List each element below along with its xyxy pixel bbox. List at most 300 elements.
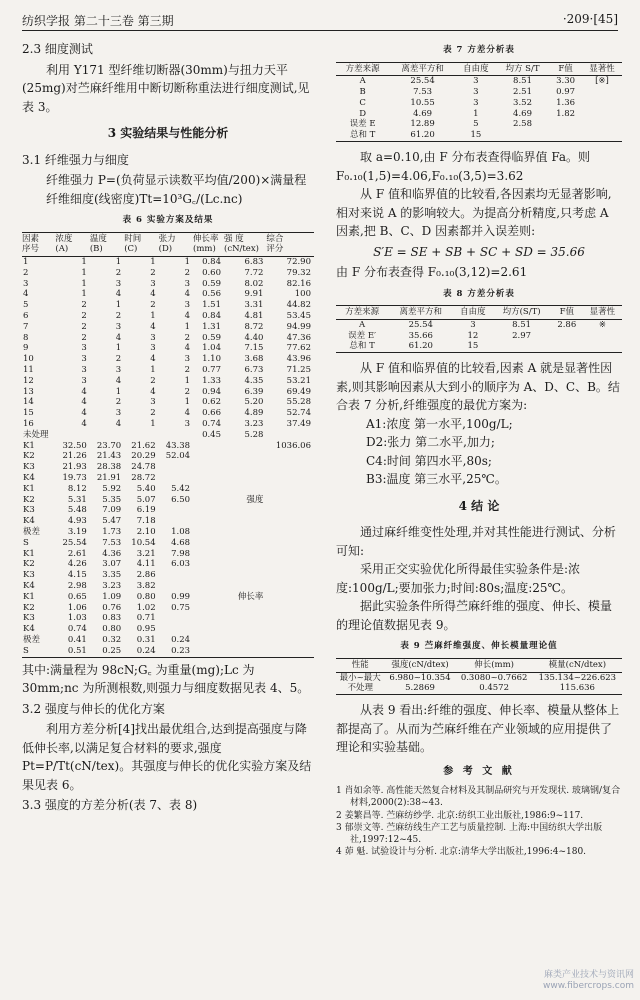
table-cell: K3 bbox=[23, 613, 35, 624]
table-cell: 10.55 bbox=[410, 97, 435, 108]
table-6-note: 其中:满量程为 98cN;G꜀ 为重量(mg);Lc 为 30mm;nc 为所测根数,则强力与细度数据见表 4、5。 bbox=[22, 662, 310, 696]
table-cell bbox=[266, 473, 314, 484]
table-cell: 7.53 bbox=[102, 537, 122, 548]
table-cell: 21.91 bbox=[96, 473, 122, 484]
table-cell: 5.35 bbox=[102, 494, 122, 505]
section-3-2-text: 利用方差分析[4]找出最优组合,达到提高强度与降低伸长率,以满足复合材料的要求,强度 Pt=P/Tt(cN/tex)。其强度与伸长的优化实验方案及结果见表 6。 bbox=[22, 722, 312, 792]
table-cell: 极差 bbox=[23, 634, 41, 645]
reference-item: 3 郁崇文等. 苎麻纺线生产工艺与质量控制. 上海:中国纺织大学出版社,1997:12~45. bbox=[336, 822, 603, 845]
table-cell: 1.10 bbox=[202, 354, 221, 365]
table-cell bbox=[266, 559, 314, 570]
table-cell: 4 bbox=[184, 289, 191, 300]
table-row bbox=[22, 527, 314, 538]
table-cell: 47.36 bbox=[286, 332, 311, 343]
table-cell bbox=[582, 98, 622, 109]
table-cell: 4 bbox=[81, 408, 87, 419]
table-cell: 1.02 bbox=[136, 602, 156, 613]
table-header-cell: 均方 S/T bbox=[496, 62, 549, 76]
table-cell: 1.08 bbox=[171, 527, 191, 538]
table-cell bbox=[224, 624, 266, 635]
table-row bbox=[22, 570, 314, 581]
optimal-item: C4:时间 第四水平,80s; bbox=[366, 453, 492, 468]
table-cell: 0.75 bbox=[171, 602, 191, 613]
table-cell: 5.47 bbox=[102, 516, 122, 527]
table-row bbox=[22, 559, 314, 570]
references-list bbox=[336, 785, 622, 858]
table-9-caption: 表 9 苎麻纤维强度、伸长模量理论值 bbox=[400, 641, 558, 652]
table-cell: 4 bbox=[81, 386, 87, 397]
table-cell: 82.16 bbox=[286, 278, 311, 289]
table-cell: 21.26 bbox=[62, 451, 87, 462]
error-sum-formula: S′E = SE + SB + SC + SD = 35.66 bbox=[373, 244, 585, 259]
table-cell: K3 bbox=[23, 462, 35, 473]
table-cell: 1 bbox=[115, 300, 122, 311]
optimal-item: B3:温度 第三水平,25℃。 bbox=[366, 472, 507, 487]
section-4-title: 4 结 论 bbox=[458, 498, 500, 513]
table-cell: 53.45 bbox=[286, 311, 311, 322]
table-cell bbox=[193, 549, 224, 560]
table-header-cell: 张力 (D) bbox=[159, 232, 193, 257]
table-cell: 4.35 bbox=[244, 375, 264, 386]
table-cell: 3.35 bbox=[102, 570, 122, 581]
table-cell: 6.83 bbox=[244, 257, 264, 268]
table-cell: 77.62 bbox=[286, 343, 311, 354]
table-cell bbox=[159, 473, 193, 484]
table-cell: K3 bbox=[23, 570, 35, 581]
table-cell bbox=[266, 495, 314, 506]
table-cell: 6.73 bbox=[244, 365, 264, 376]
table-row bbox=[22, 592, 314, 603]
table-cell: 3 bbox=[150, 397, 156, 408]
table-cell bbox=[193, 527, 224, 538]
table-cell bbox=[124, 430, 158, 441]
table-cell: 4 bbox=[115, 332, 122, 343]
table-cell: 2 bbox=[115, 397, 122, 408]
table-cell bbox=[159, 581, 193, 592]
table-cell bbox=[224, 462, 266, 473]
f-table-text: 由 F 分布表查得 F₀.₁₀(3,12)=2.61 bbox=[336, 265, 528, 280]
reference-item: 4 茆 魁. 试验设计与分析. 北京:清华大学出版社,1996:4~180. bbox=[336, 847, 587, 858]
table-cell: 2.58 bbox=[513, 119, 532, 130]
table-cell: 19.73 bbox=[62, 473, 87, 484]
table-cell: 1 bbox=[115, 257, 122, 268]
table-cell: 0.65 bbox=[67, 591, 87, 602]
table-cell: 5.20 bbox=[244, 397, 264, 408]
table-cell: K4 bbox=[23, 581, 35, 591]
reference-item: 1 肖如余等. 高性能天然复合材料及其制品研究与开发现状. 玻璃钢/复合材料,2000(2):38~43. bbox=[336, 786, 621, 809]
table-cell: 伸长率 bbox=[237, 591, 264, 602]
table-cell bbox=[582, 130, 622, 141]
table-cell: 1 bbox=[81, 267, 87, 278]
table-cell: 2.51 bbox=[513, 87, 532, 98]
table-cell: 5.31 bbox=[67, 494, 87, 505]
table-cell bbox=[159, 570, 193, 581]
table-cell bbox=[193, 570, 224, 581]
table-cell: 3 bbox=[150, 343, 156, 354]
table-cell: 4.69 bbox=[513, 108, 532, 119]
table-cell: 1.06 bbox=[67, 602, 87, 613]
table-row bbox=[336, 130, 622, 141]
table-cell: 24.78 bbox=[131, 462, 156, 473]
table-cell bbox=[159, 516, 193, 527]
table-cell: 4 bbox=[81, 419, 87, 430]
table-cell bbox=[266, 613, 314, 624]
table-cell: 21.62 bbox=[131, 440, 156, 451]
table-cell: 3 bbox=[23, 278, 29, 289]
table-cell: 43.38 bbox=[165, 440, 191, 451]
table-cell: K2 bbox=[23, 559, 35, 570]
table-cell: 2 bbox=[150, 267, 156, 278]
table-cell bbox=[492, 341, 550, 352]
table-row bbox=[22, 473, 314, 484]
table-cell bbox=[266, 516, 314, 527]
table-cell: 3 bbox=[184, 419, 191, 430]
table-cell: 25.54 bbox=[410, 76, 435, 87]
table-cell: 8.72 bbox=[244, 321, 264, 332]
table-cell: 3 bbox=[81, 343, 87, 354]
table-cell: 12 bbox=[23, 375, 34, 386]
table-cell: K1 bbox=[23, 591, 35, 602]
table-header-cell: 均方(S/T) bbox=[492, 306, 550, 320]
right-column bbox=[336, 38, 622, 858]
table-row bbox=[22, 397, 314, 408]
table-row bbox=[22, 484, 314, 495]
table-row bbox=[336, 331, 622, 342]
table-cell: 25.54 bbox=[62, 537, 87, 548]
table-cell: 5.07 bbox=[136, 494, 156, 505]
table-cell: 1 bbox=[150, 311, 156, 322]
table-cell: 28.38 bbox=[96, 462, 122, 473]
table-cell bbox=[193, 646, 224, 657]
table-cell bbox=[224, 451, 266, 462]
table-row bbox=[22, 538, 314, 549]
table-cell bbox=[224, 581, 266, 592]
table-cell: 0.95 bbox=[136, 624, 156, 635]
table-cell: 43.96 bbox=[286, 354, 311, 365]
table-cell bbox=[266, 592, 314, 603]
table-cell: 4.11 bbox=[136, 559, 156, 570]
table-cell: 1 bbox=[23, 257, 29, 268]
table-cell: 4 bbox=[23, 289, 29, 300]
table-cell: 4 bbox=[184, 343, 191, 354]
table-cell bbox=[90, 430, 124, 441]
table-cell: 2 bbox=[81, 300, 87, 311]
reference-item: 2 姜繁昌等. 苎麻纺纱学. 北京:纺织工业出版社,1986:9~117. bbox=[336, 810, 584, 821]
table-cell: 5.40 bbox=[136, 483, 156, 494]
table-cell bbox=[193, 538, 224, 549]
page-number: ·209·[45] bbox=[562, 12, 618, 26]
table-cell: 3.21 bbox=[136, 548, 156, 559]
table-cell: 3 bbox=[115, 278, 122, 289]
running-header bbox=[22, 8, 618, 30]
table-row bbox=[22, 387, 314, 398]
table-cell bbox=[193, 613, 224, 624]
table-row bbox=[22, 516, 314, 527]
section-2-3-text: 利用 Y171 型纤维切断器(30mm)与扭力天平(25mg)对苎麻纤维用中断切断称重法进行细度测试,见表 3。 bbox=[22, 62, 310, 114]
table-cell bbox=[549, 130, 582, 141]
table-cell: 79.32 bbox=[286, 267, 311, 278]
table-cell: 1 bbox=[81, 257, 87, 268]
table-cell bbox=[266, 462, 314, 473]
table-cell bbox=[266, 430, 314, 441]
left-column bbox=[22, 38, 314, 817]
table-cell: S bbox=[23, 537, 29, 548]
table-cell bbox=[159, 613, 193, 624]
table-cell: 8.02 bbox=[244, 278, 264, 289]
table-header-cell: 因素 序号 bbox=[22, 232, 55, 257]
table-cell: 4.36 bbox=[102, 548, 122, 559]
table-header-cell: 自由度 bbox=[456, 62, 496, 76]
table-cell: 3 bbox=[115, 321, 122, 332]
optimal-scheme-list bbox=[336, 415, 622, 489]
table-cell: 12.89 bbox=[410, 119, 435, 130]
table-cell: 强度 bbox=[246, 494, 264, 505]
table-header-cell: 离差平方和 bbox=[388, 306, 453, 320]
table-row bbox=[22, 343, 314, 354]
table-cell bbox=[266, 484, 314, 495]
table-cell: 误差 E′ bbox=[348, 330, 376, 341]
table-cell: 28.72 bbox=[131, 473, 156, 484]
table-cell: 3.30 bbox=[556, 76, 576, 87]
table-cell bbox=[266, 581, 314, 592]
table-cell: 2.97 bbox=[512, 330, 532, 341]
table-cell: 53.21 bbox=[286, 375, 311, 386]
table-cell: 1 bbox=[184, 397, 191, 408]
table-cell bbox=[266, 505, 314, 516]
table-cell: 4 bbox=[150, 289, 156, 300]
table-cell: 3.82 bbox=[136, 581, 156, 591]
table-cell: 35.66 bbox=[408, 330, 433, 341]
table-cell: 61.20 bbox=[410, 130, 435, 141]
table-cell: 3 bbox=[473, 97, 479, 108]
table-cell: 37.49 bbox=[286, 419, 311, 430]
table-row bbox=[22, 430, 314, 441]
table-cell: 总和 T bbox=[349, 341, 375, 352]
table-header-cell: 伸长率 (mm) bbox=[193, 232, 224, 257]
table-cell: 2.86 bbox=[136, 570, 156, 581]
table-cell bbox=[193, 635, 224, 646]
table-cell: 5 bbox=[23, 300, 29, 311]
table-cell: 115.636 bbox=[559, 683, 595, 694]
table-cell bbox=[224, 646, 266, 657]
table-cell: 0.80 bbox=[102, 624, 122, 635]
table-cell bbox=[496, 130, 549, 141]
table-row bbox=[22, 376, 314, 387]
table-cell bbox=[224, 559, 266, 570]
table-cell: 4 bbox=[115, 419, 122, 430]
table-cell: 16 bbox=[23, 419, 34, 430]
table-cell: 1.36 bbox=[556, 97, 576, 108]
table-cell: K4 bbox=[23, 624, 35, 635]
table-cell: 0.56 bbox=[202, 289, 221, 300]
table-cell: 55.28 bbox=[286, 397, 311, 408]
table-cell: 3 bbox=[184, 354, 191, 365]
table-cell: 3 bbox=[115, 408, 122, 419]
comparison-text: 从 F 值和临界值的比较看,各因素均无显著影响,相对来说 A 的影响较大。为提高分析精度,只考虑 A 因素,把 B、C、D 因素都并入误差则: bbox=[336, 187, 612, 239]
table-row bbox=[22, 268, 314, 279]
table-cell: 2 bbox=[115, 354, 122, 365]
table-cell: 8.12 bbox=[67, 483, 87, 494]
table-cell: 12 bbox=[467, 330, 479, 341]
table-cell: K4 bbox=[23, 473, 35, 484]
table-cell: 21.93 bbox=[62, 462, 87, 473]
table-cell: 44.82 bbox=[286, 300, 311, 311]
table-cell: 20.29 bbox=[131, 451, 156, 462]
table-cell: 极差 bbox=[23, 527, 41, 538]
table-header-cell: 强 度 (cN/tex) bbox=[224, 232, 266, 257]
table-cell: 4 bbox=[150, 321, 156, 332]
table-cell: 13 bbox=[23, 386, 34, 397]
table-row bbox=[22, 624, 314, 635]
table-cell: 1 bbox=[150, 257, 156, 268]
table-cell: 4.15 bbox=[67, 570, 87, 581]
table-cell: 15 bbox=[23, 408, 34, 419]
table-cell: 7.72 bbox=[244, 267, 264, 278]
table-cell: 52.74 bbox=[286, 408, 311, 419]
table-cell: A bbox=[359, 76, 366, 87]
table-cell: 4.93 bbox=[67, 516, 87, 527]
table-cell: 误差 E bbox=[349, 119, 376, 130]
table-cell: 3 bbox=[473, 76, 479, 87]
table-cell: 69.49 bbox=[286, 386, 311, 397]
table-cell: 0.62 bbox=[202, 397, 221, 408]
table-header-cell: 显著性 bbox=[583, 306, 622, 320]
table-cell: 未处理 bbox=[23, 429, 49, 440]
table-cell bbox=[193, 592, 224, 603]
table-cell: 4.69 bbox=[413, 108, 433, 119]
table-row bbox=[336, 319, 622, 330]
table-cell bbox=[224, 603, 266, 614]
table-row bbox=[22, 257, 314, 268]
table-cell: 21.43 bbox=[96, 451, 122, 462]
table-cell: 3 bbox=[81, 354, 87, 365]
table-header-cell: 伸长(mm) bbox=[456, 658, 533, 672]
table-cell: 2 bbox=[115, 267, 122, 278]
table-row bbox=[22, 505, 314, 516]
table-row bbox=[22, 635, 314, 646]
formula-strength: 纤维强力 P=(负荷显示读数平均值/200)×满量程 bbox=[46, 173, 307, 187]
table-header-cell: 时间 (C) bbox=[124, 232, 158, 257]
table-cell: K3 bbox=[23, 505, 35, 516]
table-row bbox=[22, 646, 314, 657]
table-cell bbox=[224, 473, 266, 484]
table-row bbox=[336, 98, 622, 109]
table-row bbox=[22, 419, 314, 430]
table-cell: 1 bbox=[184, 375, 191, 386]
table-cell: 不处理 bbox=[347, 683, 373, 694]
table-row bbox=[336, 341, 622, 352]
table-cell: 0.24 bbox=[171, 634, 191, 645]
table-cell: 6.50 bbox=[171, 494, 191, 505]
table-cell bbox=[193, 516, 224, 527]
table-cell: 23.70 bbox=[96, 440, 122, 451]
table-cell bbox=[193, 473, 224, 484]
table-cell: 5.48 bbox=[67, 505, 87, 516]
table-cell: 4.68 bbox=[171, 537, 191, 548]
table-row bbox=[336, 119, 622, 130]
table-cell: 7.18 bbox=[136, 516, 156, 527]
table-cell: 10 bbox=[23, 354, 34, 365]
table-cell bbox=[266, 646, 314, 657]
table-row bbox=[22, 300, 314, 311]
table-cell bbox=[224, 505, 266, 516]
table-cell bbox=[224, 527, 266, 538]
table-cell: K2 bbox=[23, 494, 35, 505]
table-cell: 6.19 bbox=[136, 505, 156, 516]
significance-text: 从 F 值和临界值的比较看,因素 A 就是显著性因素,则其影响因素从大到小的顺序为 A、D、C、B。结合表 7 分析,纤维强度的最优方案为: bbox=[336, 361, 620, 413]
table-cell: 135.134~226.623 bbox=[538, 672, 617, 683]
table-cell: 1.82 bbox=[556, 108, 576, 119]
table-cell: 1.51 bbox=[202, 300, 221, 311]
references-title: 参 考 文 献 bbox=[443, 765, 515, 777]
table-cell: 1.73 bbox=[102, 527, 122, 538]
table-cell: 3.31 bbox=[244, 300, 264, 311]
table-cell: 94.99 bbox=[286, 321, 311, 332]
table-cell: 1 bbox=[115, 386, 122, 397]
table-cell: 2.98 bbox=[67, 581, 87, 591]
table-cell bbox=[193, 624, 224, 635]
table-cell bbox=[551, 331, 583, 342]
table-cell bbox=[193, 581, 224, 592]
table-row bbox=[336, 76, 622, 87]
table-cell bbox=[266, 451, 314, 462]
table-cell: 0.84 bbox=[202, 311, 221, 322]
critical-value-text: 取 a=0.10,由 F 分布表查得临界值 Fa。则 F₀.₁₀(1,5)=4.06,F₀.₁₀(3,5)=3.62 bbox=[336, 150, 590, 183]
table-cell bbox=[159, 505, 193, 516]
table-cell: 3.07 bbox=[102, 559, 122, 570]
table-7-caption: 表 7 方差分析表 bbox=[443, 45, 515, 55]
table-cell: 2 bbox=[81, 321, 87, 332]
table-cell: 7 bbox=[23, 321, 29, 332]
table-cell bbox=[159, 430, 193, 441]
table-cell: 3 bbox=[473, 87, 479, 98]
table-cell: 14 bbox=[23, 397, 34, 408]
table-cell: 52.04 bbox=[165, 451, 191, 462]
table-cell: C bbox=[359, 97, 366, 108]
table-cell: 4 bbox=[150, 386, 156, 397]
table-cell bbox=[193, 462, 224, 473]
table-cell: 6.03 bbox=[171, 559, 191, 570]
table-cell: 0.74 bbox=[67, 624, 87, 635]
table-cell: 2.61 bbox=[67, 548, 87, 559]
table-cell: 9.91 bbox=[244, 289, 264, 300]
table-cell: 1 bbox=[81, 278, 87, 289]
table-cell bbox=[583, 331, 622, 342]
table-cell: 11 bbox=[23, 365, 34, 376]
table-cell bbox=[551, 341, 583, 352]
table-cell: 0.77 bbox=[202, 365, 221, 376]
table-cell: 1 bbox=[150, 365, 156, 376]
table-header-cell: 显著性 bbox=[582, 62, 622, 76]
table-cell: 1.09 bbox=[102, 591, 122, 602]
table-cell: 2 bbox=[115, 311, 122, 322]
table-cell: 0.31 bbox=[136, 634, 156, 645]
table-cell: 5.28 bbox=[244, 429, 264, 440]
table-cell: 1.03 bbox=[67, 613, 87, 624]
table-cell: 15 bbox=[467, 341, 479, 352]
table-cell: 9 bbox=[23, 343, 29, 354]
table-cell: 2 bbox=[184, 386, 191, 397]
table-cell: 3 bbox=[81, 375, 87, 386]
watermark-name: 麻类产业技术与资讯网 bbox=[543, 970, 634, 980]
table-cell: 3 bbox=[150, 278, 156, 289]
table-header-cell: 温度 (B) bbox=[90, 232, 124, 257]
table-cell: 5.2869 bbox=[405, 683, 435, 694]
table-cell: 0.76 bbox=[102, 602, 122, 613]
table-cell: 最小~最大 bbox=[339, 672, 381, 683]
table-row bbox=[22, 354, 314, 365]
table-cell: 1 bbox=[81, 289, 87, 300]
